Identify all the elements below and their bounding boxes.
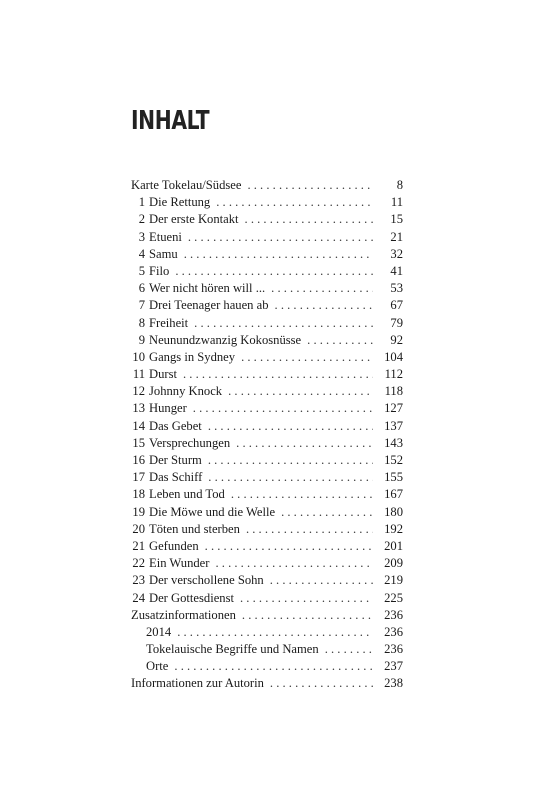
toc-entry-title: Hunger (149, 401, 187, 416)
dot-leader (175, 263, 373, 280)
dot-leader (241, 349, 373, 366)
toc-entry-number: 12 (132, 384, 145, 399)
toc-entry (131, 641, 403, 658)
dot-leader (183, 366, 373, 383)
toc-entry-number: 22 (132, 556, 145, 571)
toc-entry-page: 112 (384, 367, 403, 382)
toc-entry-page: 236 (384, 624, 403, 639)
toc-entry (131, 229, 403, 246)
dot-leader (270, 675, 373, 692)
dot-leader (193, 400, 373, 417)
toc-entry (131, 658, 403, 675)
toc-entry-title: Etueni (149, 229, 182, 244)
toc-entry-number: 19 (132, 504, 145, 519)
toc-entry-number: 14 (132, 418, 145, 433)
dot-leader (246, 521, 373, 538)
toc-entry-title: Leben und Tod (149, 487, 225, 502)
toc-entry (131, 675, 403, 692)
toc-entry-number: 7 (138, 298, 145, 313)
toc-entry (131, 607, 403, 624)
dot-leader (216, 194, 373, 211)
toc-entry (131, 555, 403, 572)
toc-entry-title: Durst (149, 367, 177, 382)
toc-entry-title: Ein Wunder (149, 556, 210, 571)
toc-entry (131, 332, 403, 349)
toc-entry (131, 400, 403, 417)
toc-entry-page: 237 (384, 659, 403, 674)
toc-entry-title: Die Rettung (149, 195, 211, 210)
toc-entry-title: Drei Teenager hauen ab (149, 298, 269, 313)
toc-entry-title: Wer nicht hören will ... (149, 281, 266, 296)
toc-entry-page: 32 (390, 246, 403, 261)
toc-entry-title: Filo (149, 263, 170, 278)
dot-leader (247, 177, 373, 194)
dot-leader (325, 641, 373, 658)
dot-leader (188, 229, 373, 246)
toc-entry-title: Freiheit (149, 315, 189, 330)
toc-entry (131, 349, 403, 366)
toc-entry (131, 263, 403, 280)
toc-entry-title: Der erste Kontakt (149, 212, 239, 227)
toc-entry-page: 137 (384, 418, 403, 433)
dot-leader (236, 435, 373, 452)
toc-entry-page: 8 (396, 178, 403, 192)
toc-entry (131, 452, 403, 469)
dot-leader (194, 315, 373, 332)
toc-entry-number: 13 (132, 401, 145, 416)
dot-leader (271, 280, 373, 297)
toc-entry-title: Johnny Knock (149, 384, 223, 399)
toc-entry-title: Neunundzwanzig Kokosnüsse (149, 332, 302, 347)
toc-entry (131, 366, 403, 383)
toc-entry (131, 538, 403, 555)
dot-leader (242, 607, 373, 624)
toc-entry-number: 2 (138, 212, 145, 227)
toc-entry-page: 238 (384, 676, 403, 691)
toc-entry (131, 624, 403, 641)
toc-entry-title: Tokelauische Begriffe und Namen (146, 642, 319, 657)
dot-leader (270, 572, 373, 589)
toc-entry (131, 211, 403, 228)
dot-leader (228, 383, 373, 400)
toc-entry-title: Samu (149, 246, 178, 261)
toc-entry-number: 1 (138, 195, 145, 210)
dot-leader (177, 624, 373, 641)
toc-entry-number: 5 (138, 263, 145, 278)
toc-entry-page: 152 (384, 453, 403, 467)
toc-entry-page: 192 (384, 521, 403, 536)
toc-entry (131, 418, 403, 435)
dot-leader (281, 504, 373, 521)
toc-entry (131, 194, 403, 211)
toc-entry (131, 521, 403, 538)
dot-leader (208, 452, 373, 469)
toc-entry-page: 209 (384, 556, 403, 571)
toc-entry-title: Versprechungen (149, 435, 231, 450)
toc-entry-number: 20 (132, 521, 145, 536)
toc-entry (131, 486, 403, 503)
toc-entry (131, 297, 403, 314)
toc-entry-title: Zusatzinformationen (131, 607, 236, 622)
toc-entry (131, 572, 403, 589)
page-title: INHALT (131, 106, 210, 136)
toc-entry-page: 155 (384, 470, 403, 485)
toc-entry-page: 15 (390, 212, 403, 227)
toc-entry-page: 41 (390, 263, 403, 278)
toc-entry-title: Töten und sterben (149, 521, 240, 536)
toc-entry-number: 8 (138, 315, 145, 330)
toc-entry-page: 92 (390, 332, 403, 347)
toc-entry-number: 10 (132, 349, 145, 364)
toc-entry-number: 3 (138, 229, 145, 244)
toc-entry-page: 118 (384, 384, 403, 399)
dot-leader (208, 469, 373, 486)
toc-entry-title: Gangs in Sydney (149, 349, 236, 364)
toc-entry (131, 504, 403, 521)
toc-entry (131, 469, 403, 486)
toc-entry-title: Informationen zur Autorin (131, 676, 264, 691)
toc-entry-title: Das Schiff (149, 470, 203, 485)
toc-entry-number: 9 (138, 332, 145, 347)
toc-entry-page: 180 (384, 504, 403, 519)
toc-entry-number: 15 (132, 435, 145, 450)
toc-entry-title: 2014 (146, 624, 172, 639)
toc-entry-title: Die Möwe und die Welle (149, 504, 276, 519)
toc-entry-number: 23 (132, 573, 145, 588)
toc-entry-page: 104 (384, 349, 403, 364)
toc-entry-number: 11 (132, 367, 145, 382)
toc-entry-title: Der Sturm (149, 453, 202, 467)
toc-entry-page: 11 (390, 195, 403, 210)
toc-entry-page: 225 (384, 590, 403, 605)
toc-entry-page: 167 (384, 487, 403, 502)
dot-leader (215, 555, 373, 572)
dot-leader (245, 211, 373, 228)
toc-entry-page: 53 (390, 281, 403, 296)
toc-entry-page: 79 (390, 315, 403, 330)
toc-entry-number: 4 (138, 246, 145, 261)
toc-entry-page: 21 (390, 229, 403, 244)
toc-entry-page: 201 (384, 538, 403, 553)
table-of-contents (131, 177, 403, 693)
toc-entry-number: 17 (132, 470, 145, 485)
toc-entry-number: 18 (132, 487, 145, 502)
toc-entry (131, 246, 403, 263)
toc-entry (131, 177, 403, 194)
toc-entry-page: 143 (384, 435, 403, 450)
toc-entry-title: Orte (146, 659, 169, 674)
toc-entry-title: Gefunden (149, 538, 199, 553)
dot-leader (275, 297, 373, 314)
dot-leader (174, 658, 373, 675)
dot-leader (231, 486, 373, 503)
toc-entry-page: 219 (384, 573, 403, 588)
toc-entry (131, 280, 403, 297)
dot-leader (208, 418, 373, 435)
toc-entry-page: 67 (390, 298, 403, 313)
toc-entry-page: 236 (384, 642, 403, 657)
dot-leader (240, 590, 373, 607)
toc-entry (131, 435, 403, 452)
toc-entry-title: Der Gottesdienst (149, 590, 234, 605)
toc-entry-title: Der verschollene Sohn (149, 573, 264, 588)
toc-entry (131, 590, 403, 607)
toc-entry (131, 315, 403, 332)
toc-entry-number: 24 (132, 590, 145, 605)
toc-entry-number: 21 (132, 538, 145, 553)
toc-entry-page: 236 (384, 607, 403, 622)
dot-leader (184, 246, 373, 263)
dot-leader (205, 538, 373, 555)
toc-entry (131, 383, 403, 400)
toc-entry-title: Karte Tokelau/Südsee (131, 178, 242, 192)
toc-entry-title: Das Gebet (149, 418, 202, 433)
dot-leader (307, 332, 373, 349)
toc-entry-page: 127 (384, 401, 403, 416)
toc-entry-number: 6 (138, 281, 145, 296)
toc-entry-number: 16 (132, 453, 145, 467)
